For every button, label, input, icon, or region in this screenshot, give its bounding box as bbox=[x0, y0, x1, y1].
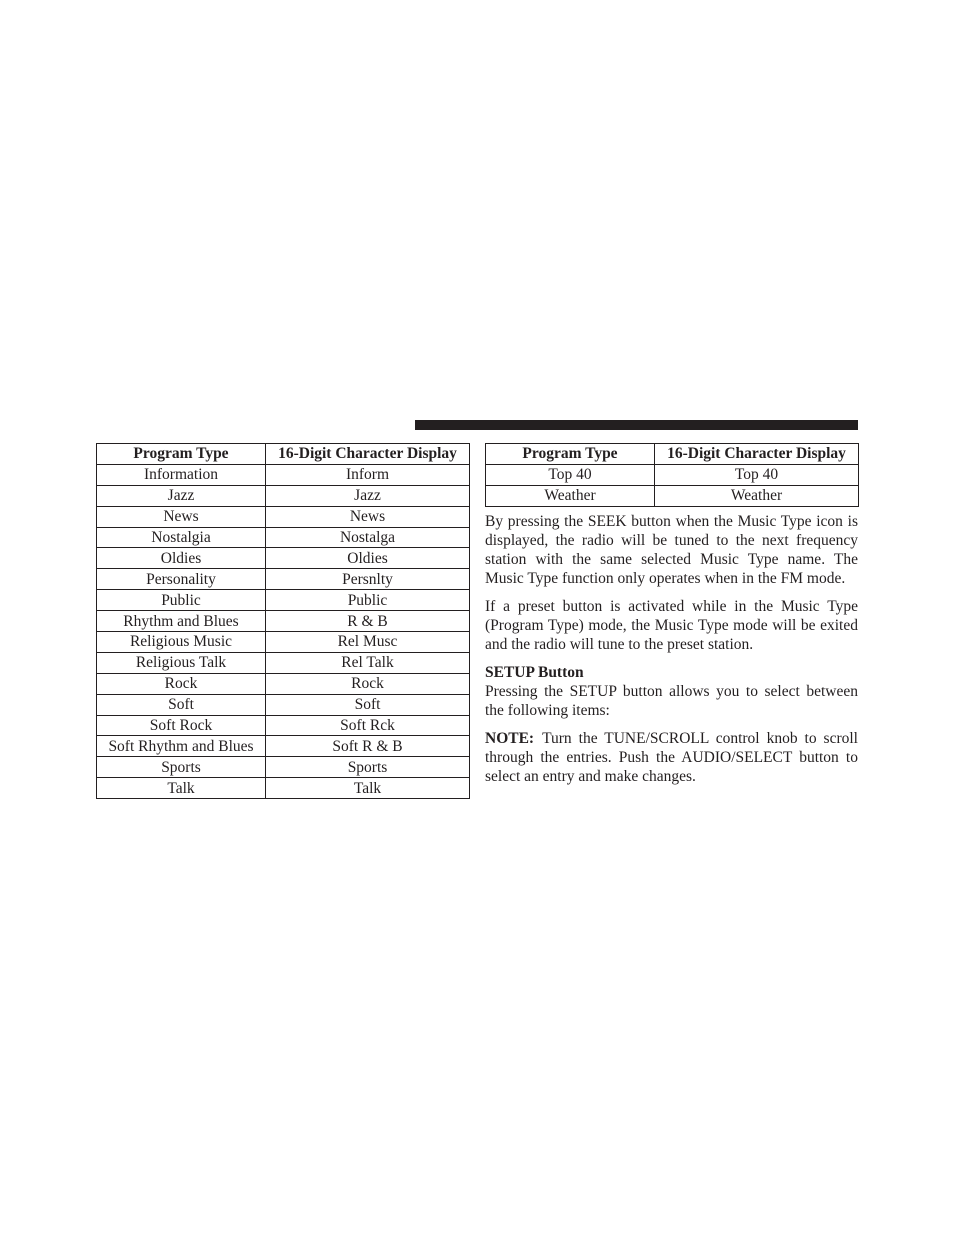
table-row bbox=[486, 485, 859, 506]
table-row bbox=[97, 632, 470, 653]
program-type-table-right bbox=[485, 443, 859, 507]
display-cell: Public bbox=[266, 590, 470, 611]
header-character-display: 16-Digit Character Display bbox=[655, 444, 859, 465]
table-row bbox=[97, 715, 470, 736]
table-row bbox=[97, 527, 470, 548]
program-type-cell: Soft Rhythm and Blues bbox=[97, 736, 266, 757]
program-type-cell: Weather bbox=[486, 485, 655, 506]
program-type-cell: Talk bbox=[97, 778, 266, 799]
program-type-cell: Soft Rock bbox=[97, 715, 266, 736]
program-type-cell: Soft bbox=[97, 694, 266, 715]
program-type-table-left bbox=[96, 443, 470, 799]
table-row bbox=[97, 548, 470, 569]
setup-paragraph: Pressing the SETUP button allows you to select between the following items: bbox=[485, 683, 858, 719]
program-type-cell: Sports bbox=[97, 757, 266, 778]
display-cell: Rel Musc bbox=[266, 632, 470, 653]
table-header-row bbox=[486, 444, 859, 465]
display-cell: Nostalga bbox=[266, 527, 470, 548]
table-header-row bbox=[97, 444, 470, 465]
table-row bbox=[97, 673, 470, 694]
body-text-column bbox=[485, 512, 858, 795]
table-row bbox=[97, 757, 470, 778]
display-cell: Sports bbox=[266, 757, 470, 778]
note-text: Turn the TUNE/SCROLL control knob to scroll through the entries. Push the AUDIO/SELECT button to select an entry and make changes. bbox=[485, 730, 858, 785]
display-cell: Top 40 bbox=[655, 464, 859, 485]
display-cell: Inform bbox=[266, 464, 470, 485]
table-row bbox=[486, 464, 859, 485]
display-cell: Talk bbox=[266, 778, 470, 799]
seek-paragraph: By pressing the SEEK button when the Music Type icon is displayed, the radio will be tuned to the next frequency station with the same selected Music Type name. The Music Type function only operates when in the FM mode. bbox=[485, 513, 858, 587]
display-cell: Jazz bbox=[266, 485, 470, 506]
display-cell: News bbox=[266, 506, 470, 527]
display-cell: Oldies bbox=[266, 548, 470, 569]
program-type-cell: Oldies bbox=[97, 548, 266, 569]
program-type-cell: Public bbox=[97, 590, 266, 611]
table-row bbox=[97, 590, 470, 611]
display-cell: Persnlty bbox=[266, 569, 470, 590]
table-row bbox=[97, 694, 470, 715]
program-type-cell: Jazz bbox=[97, 485, 266, 506]
display-cell: Rel Talk bbox=[266, 652, 470, 673]
program-type-cell: Religious Music bbox=[97, 632, 266, 653]
note-label: NOTE: bbox=[485, 730, 535, 747]
program-type-cell: Rhythm and Blues bbox=[97, 611, 266, 632]
table-row bbox=[97, 506, 470, 527]
program-type-cell: News bbox=[97, 506, 266, 527]
program-type-cell: Top 40 bbox=[486, 464, 655, 485]
table-row bbox=[97, 569, 470, 590]
program-type-cell: Nostalgia bbox=[97, 527, 266, 548]
display-cell: Soft Rck bbox=[266, 715, 470, 736]
table-row bbox=[97, 736, 470, 757]
header-program-type: Program Type bbox=[97, 444, 266, 465]
table-row bbox=[97, 652, 470, 673]
display-cell: Soft R & B bbox=[266, 736, 470, 757]
setup-button-heading: SETUP Button bbox=[485, 664, 584, 681]
display-cell: Weather bbox=[655, 485, 859, 506]
display-cell: R & B bbox=[266, 611, 470, 632]
section-header-bar bbox=[415, 420, 858, 430]
table-row bbox=[97, 485, 470, 506]
program-type-cell: Personality bbox=[97, 569, 266, 590]
program-type-cell: Information bbox=[97, 464, 266, 485]
program-type-cell: Religious Talk bbox=[97, 652, 266, 673]
table-row bbox=[97, 611, 470, 632]
display-cell: Soft bbox=[266, 694, 470, 715]
display-cell: Rock bbox=[266, 673, 470, 694]
header-program-type: Program Type bbox=[486, 444, 655, 465]
table-row bbox=[97, 778, 470, 799]
program-type-cell: Rock bbox=[97, 673, 266, 694]
header-character-display: 16-Digit Character Display bbox=[266, 444, 470, 465]
note-paragraph bbox=[485, 729, 858, 786]
table-row bbox=[97, 464, 470, 485]
preset-paragraph: If a preset button is activated while in the Music Type (Program Type) mode, the Music Type mode will be exited and the radio will tune to the preset station. bbox=[485, 598, 858, 653]
